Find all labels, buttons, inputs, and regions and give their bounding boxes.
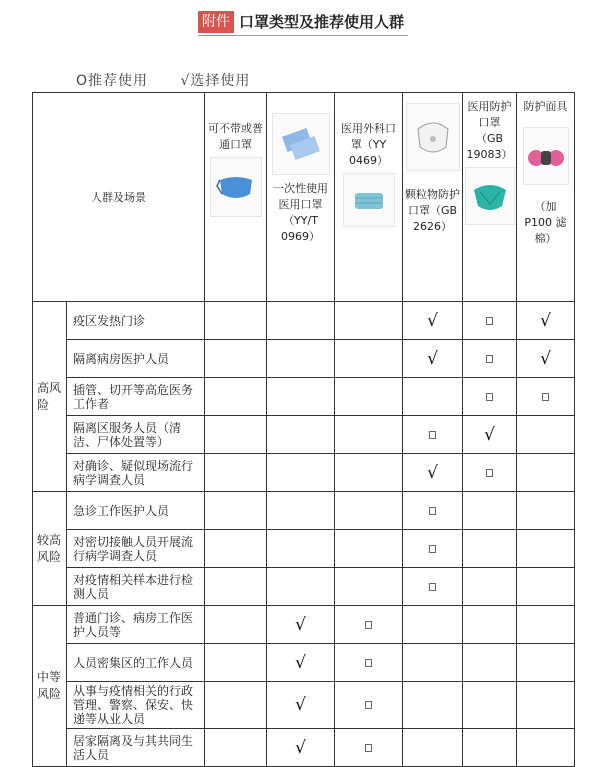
mark-cell <box>517 302 575 340</box>
mark-cell <box>403 644 463 682</box>
column-n95-mask <box>403 93 463 302</box>
box-icon <box>486 393 493 401</box>
table-row <box>33 378 575 416</box>
scene-label: 人员密集区的工作人员 <box>67 644 205 682</box>
table-row <box>33 454 575 492</box>
column-label: （加 P100 滤棉） <box>524 200 567 245</box>
mark-cell <box>205 568 267 606</box>
mark-cell <box>463 568 517 606</box>
mark-cell <box>463 606 517 644</box>
mark-cell <box>267 492 335 530</box>
scene-header: 人群及场景 <box>33 93 205 302</box>
check-icon: √ <box>427 348 438 369</box>
mask-recommendation-table <box>32 92 575 767</box>
legend-optional: √选择使用 <box>180 73 251 89</box>
mark-cell <box>403 682 463 729</box>
mark-cell <box>335 606 403 644</box>
check-icon: √ <box>295 695 306 715</box>
mark-cell <box>403 454 463 492</box>
check-icon: √ <box>295 614 306 635</box>
mark-cell <box>517 378 575 416</box>
fabric-mask-icon <box>210 157 262 217</box>
box-icon <box>486 317 493 325</box>
box-icon <box>365 701 372 709</box>
mark-cell <box>205 530 267 568</box>
table-row <box>33 568 575 606</box>
mark-cell <box>335 416 403 454</box>
column-label: 医用防护口罩（GB 19083） <box>466 100 513 161</box>
check-icon: √ <box>295 652 306 673</box>
check-icon: √ <box>427 310 438 331</box>
mark-cell <box>267 606 335 644</box>
mark-cell <box>267 568 335 606</box>
box-icon <box>365 744 372 752</box>
check-icon: √ <box>484 424 495 445</box>
column-fabric-mask <box>205 93 267 302</box>
scene-label: 从事与疫情相关的行政管理、警察、保安、快递等从业人员 <box>67 682 205 729</box>
scene-label: 普通门诊、病房工作医护人员等 <box>67 606 205 644</box>
gas-mask-icon <box>523 127 569 185</box>
mark-cell <box>463 416 517 454</box>
mark-cell <box>205 682 267 729</box>
mark-cell <box>205 606 267 644</box>
mark-cell <box>517 530 575 568</box>
check-icon: √ <box>427 462 438 483</box>
column-label: 颗粒物防护口罩（GB 2626） <box>405 188 460 233</box>
document-title <box>198 10 404 34</box>
page-title: 口罩类型及推荐使用人群 <box>239 13 405 31</box>
table-row <box>33 530 575 568</box>
mark-cell <box>205 729 267 767</box>
box-icon <box>542 393 549 401</box>
mark-cell <box>335 530 403 568</box>
mark-cell <box>267 729 335 767</box>
n95-mask-icon <box>406 103 460 171</box>
scene-label: 急诊工作医护人员 <box>67 492 205 530</box>
column-label: 医用外科口罩（YY 0469） <box>341 122 396 167</box>
attachment-tag: 附件 <box>198 11 234 33</box>
mark-cell <box>403 378 463 416</box>
mark-cell <box>205 454 267 492</box>
box-icon <box>429 545 436 553</box>
disposable-mask-icon <box>272 113 330 175</box>
mark-cell <box>463 378 517 416</box>
table-row <box>33 492 575 530</box>
mark-cell <box>267 454 335 492</box>
table-row <box>33 416 575 454</box>
scene-label: 隔离病房医护人员 <box>67 340 205 378</box>
box-icon <box>486 469 493 477</box>
scene-label: 隔离区服务人员（清洁、尸体处置等） <box>67 416 205 454</box>
mark-cell <box>463 340 517 378</box>
scene-label: 对确诊、疑似现场流行病学调查人员 <box>67 454 205 492</box>
risk-level: 较高风险 <box>33 492 67 606</box>
mark-cell <box>517 416 575 454</box>
mark-cell <box>517 729 575 767</box>
mark-cell <box>463 729 517 767</box>
column-disposable-mask <box>267 93 335 302</box>
mark-cell <box>335 378 403 416</box>
mark-cell <box>205 644 267 682</box>
box-icon <box>429 431 436 439</box>
mark-cell <box>267 644 335 682</box>
check-icon: √ <box>540 348 551 369</box>
box-icon <box>486 355 493 363</box>
mark-cell <box>517 340 575 378</box>
mark-cell <box>403 416 463 454</box>
mark-cell <box>267 416 335 454</box>
box-icon <box>365 621 372 629</box>
mark-cell <box>517 682 575 729</box>
mark-cell <box>403 302 463 340</box>
check-icon: √ <box>295 737 306 758</box>
risk-level: 高风险 <box>33 302 67 492</box>
mark-cell <box>335 302 403 340</box>
mark-cell <box>463 492 517 530</box>
column-gas-mask <box>517 93 575 302</box>
mark-cell <box>403 606 463 644</box>
table-row <box>33 644 575 682</box>
mark-cell <box>335 644 403 682</box>
mark-cell <box>267 340 335 378</box>
mark-cell <box>463 644 517 682</box>
mark-cell <box>205 416 267 454</box>
mark-cell <box>517 492 575 530</box>
title-underline <box>198 35 408 36</box>
mark-cell <box>335 682 403 729</box>
mark-cell <box>267 302 335 340</box>
legend <box>76 70 278 90</box>
box-icon <box>429 507 436 515</box>
table-row <box>33 340 575 378</box>
table-row <box>33 729 575 767</box>
mark-cell <box>205 340 267 378</box>
column-surgical-mask <box>335 93 403 302</box>
mark-cell <box>517 606 575 644</box>
box-icon <box>365 659 372 667</box>
mark-cell <box>517 568 575 606</box>
mark-cell <box>403 492 463 530</box>
mark-cell <box>403 568 463 606</box>
mark-cell <box>463 530 517 568</box>
column-label: 防护面具 <box>523 100 568 113</box>
table-row <box>33 606 575 644</box>
mark-cell <box>205 302 267 340</box>
mark-cell <box>403 729 463 767</box>
mark-cell <box>463 302 517 340</box>
mark-cell <box>463 682 517 729</box>
header-row <box>33 93 575 302</box>
mark-cell <box>267 530 335 568</box>
column-label: 可不带或普通口罩 <box>208 122 263 151</box>
mark-cell <box>517 644 575 682</box>
mark-cell <box>335 568 403 606</box>
check-icon: √ <box>540 310 551 331</box>
box-icon <box>429 583 436 591</box>
scene-label: 插管、切开等高危医务工作者 <box>67 378 205 416</box>
mark-cell <box>267 378 335 416</box>
mark-cell <box>403 340 463 378</box>
scene-label: 对密切接触人员开展流行病学调查人员 <box>67 530 205 568</box>
mark-cell <box>517 454 575 492</box>
medical-respirator-icon <box>465 167 515 225</box>
mark-cell <box>335 492 403 530</box>
mark-cell <box>335 340 403 378</box>
mark-cell <box>463 454 517 492</box>
scene-label: 疫区发热门诊 <box>67 302 205 340</box>
column-medical-respirator <box>463 93 517 302</box>
surgical-mask-icon <box>343 173 395 227</box>
mark-cell <box>403 530 463 568</box>
scene-label: 居家隔离及与其共同生活人员 <box>67 729 205 767</box>
mark-cell <box>335 729 403 767</box>
mark-cell <box>335 454 403 492</box>
table-row <box>33 682 575 729</box>
mark-cell <box>205 378 267 416</box>
mark-cell <box>267 682 335 729</box>
legend-recommended: O推荐使用 <box>76 73 149 89</box>
risk-level: 中等风险 <box>33 606 67 767</box>
mark-cell <box>205 492 267 530</box>
scene-label: 对疫情相关样本进行检测人员 <box>67 568 205 606</box>
table-row <box>33 302 575 340</box>
column-label: 一次性使用医用口罩（YY/T 0969） <box>273 182 328 243</box>
